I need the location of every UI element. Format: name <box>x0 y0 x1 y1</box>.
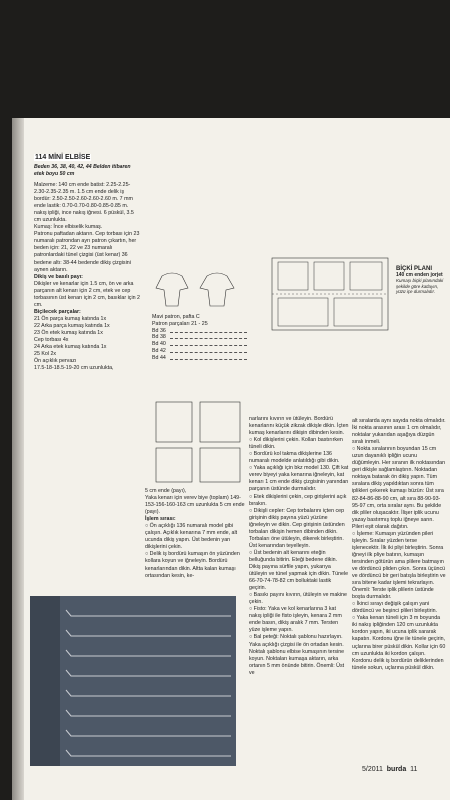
paragraph: Malzeme: 140 cm ende batist: 2.25-2.25-2.30-2.35-2.35 m. 1.5 cm ende delik iş bordür: 2.50-2.50-2.60-2.60-2.60 m. 7 mm ende lastik: 0.70-0.70-0.80-0.85-0.85 m. nakış ipliği, ince nakış iğnesi. 6 püskül, 3.5 cm uzunlukta. <box>34 182 134 224</box>
paragraph: ○ Delik iş bordürü kumaşın ön yüzünden kollara koyun ve iğneleyin. Bordürü kenarlarından dikin. Altta kalan kumaşı ortasından kesin, ke- <box>145 551 240 579</box>
brand-name: burda <box>386 766 407 773</box>
paragraph: 23 Ön etek kumaş katında 1x <box>34 329 103 336</box>
page-spine <box>12 118 24 800</box>
article-subtitle: Beden 36, 38, 40, 42, 44 Belden itibaren etek boyu 50 cm <box>34 164 131 177</box>
size-line: Bd 44 <box>152 355 247 362</box>
cutting-plan-subtitle: 140 cm enden jorjet <box>396 272 443 278</box>
paragraph: 22 Arka parça kumaş katında 1x <box>34 322 110 329</box>
paragraph: ○ Fisto: Yaka ve kol kenarlarına 3 kat nakış ipliği ile fisto işleyin, kenara 2 mm ende basın, dikiş aralık 7 mm. Tersten yüze işleme yapın. <box>249 606 342 634</box>
paragraph: 5 cm ende (payı), <box>145 488 187 494</box>
paragraph: ○ Etek dikişlerini çekin, cep girişlerini açık bırakın. <box>249 493 347 507</box>
paragraph: 24 Arka etek kumaş katında 1x <box>34 344 107 351</box>
column-4 <box>352 418 446 790</box>
column-3 <box>249 416 349 800</box>
size-line: Bd 38 <box>152 334 247 341</box>
cutting-plan-title: BİÇKİ PLANI <box>396 266 432 272</box>
paragraph: ○ Nokta sıralarının boyundan 15 cm uzun dayanıklı ipliğin ucunu düğümleyin. Her sıranın ilk noktasından geri dikişle sağlamlaştırın. Noktadan noktaya batarak ön dikiş yapın. Tüm sıralara dikiş yapıldıktan sonra tüm iplikleri çekerek kumaşı büzün: Üst sıra 82-84-86-88-90 cm, alt sıra 88-90-93-95-97 cm, orta sıralar aynı. Bu şekilde dik pliler oluşacaktır. İlişer iplik ucunu yazay bastırmış toplu iğneye sarın. Pileri eşit olarak dağıtın. <box>352 446 446 530</box>
pattern-label: Mavi patron, pafta C <box>152 314 200 320</box>
paragraph: Dikiş ve basılı payı: <box>34 273 83 280</box>
smocking-row <box>66 750 231 756</box>
cutting-plan-note: Kumaşı biçki planındaki şekilde göre katlayın, yüzü içe durmalıdır. <box>396 278 444 294</box>
paragraph: ○ Ön açıklığı 136 numaralı model gibi çalışın. Açıklık kenarına 7 mm ende, alt ucunda dikiş yapın. Üst bedenin yan dikişlerini çekin. <box>145 523 238 551</box>
paragraph: ○ Kol dikişlerini çekin. Kolları bastırırken tüneli dikin. <box>249 437 343 451</box>
cut-piece <box>278 262 308 290</box>
paragraph: Patronu paftadan aktarın. Cep torbası için 23 numaralı patrondan ayrı patron çıkartın, her beden için: 21, 22 ve 23 numaralı patronlardaki tünel çizgisi (üst kenar) 36 bedene altı: 38-44 bedende dikiş çizgisini aynen aktarın. <box>34 231 140 273</box>
paragraph: Ön açıklık pervazı <box>34 358 77 365</box>
pattern-piece <box>200 402 240 442</box>
paragraph: alt sıralarda aynı sayıda nokta olmalıdır. İki nokta arasının arası 1 cm olmalıdır, noktalar yukarıdan aşağıya düzgün sıralı inmeli. <box>352 418 446 446</box>
paragraph: Biçilecek parçalar: <box>34 308 81 315</box>
article-title: 114 MİNİ ELBİSE <box>35 154 91 161</box>
pattern-parts: Patron parçaları 21 - 25 <box>152 320 208 327</box>
cutting-plan-caption <box>396 266 446 295</box>
page-number: 11 <box>410 766 418 773</box>
pattern-piece <box>200 448 240 482</box>
smocking-stitch-pattern <box>30 596 236 766</box>
paragraph: ○ İşleme: Kumaşın yüzünden pileri işleyin. Sıralar yüzden terse işlenecektir. İlk iki pliyi birleştirin. Sonra iğneyi ilk pliye batırın, kumaşın tersinden götürün ama plilere batmayın ve dördüncü pliden çıkın. Sonra üçüncü ve dördüncü bir geri batışla birleştirin ve sıra bitene kadar işlemi tekrarlayın. Önemli: Terste iplik plilerin üstünde boşta durmalıdır. <box>352 530 446 601</box>
issue-date: 5/2011 <box>362 766 383 773</box>
garment-sketch <box>152 268 242 308</box>
cut-piece <box>314 262 344 290</box>
smocking-row <box>66 630 231 636</box>
smocking-row <box>66 690 231 696</box>
paragraph: ○ Yaka açıklığı için bkz model 130. Çift kat verev biyeyi yaka kenarına iğneleyin, kat kenarı 1 cm ende dikiş çizgisinin yanından parçanın üstünde durmalıdır. <box>249 465 349 493</box>
smocking-row <box>66 730 231 736</box>
size-line: Bd 40 <box>152 341 247 348</box>
smocking-row <box>66 610 231 616</box>
cut-piece <box>334 298 382 326</box>
paragraph: Yaka kenarı için verev biye (toplam) 149-153-156-160-163 cm uzunlukta 5 cm ende (payı). <box>145 495 245 516</box>
dress-front-sketch <box>156 273 188 306</box>
cut-piece <box>350 262 382 290</box>
dress-back-sketch <box>200 273 234 306</box>
paragraph: ○ Dikişli cepler: Cep torbalarını içten cep girişinin dikiş payına yüzü yüzüne iğneleyin ve dikin. Cep girişinin üstünden torbaları dikişin hemen dibinden dikin. Torbaları öne ütüleyin, dikerek birleştirin. Üst kenarından teyelleyin. <box>249 507 345 549</box>
paragraph: 17.5-18-18.5-19-20 cm uzunlukta, <box>34 365 114 372</box>
smocking-row <box>66 670 231 676</box>
paragraph: ○ Bordürü kol takma dikişlerine 136 numaralı modelde anlatıldığı gibi dikin. <box>249 451 340 465</box>
paragraph: 25 Kol 2x <box>34 351 57 358</box>
size-line: Bd 36 <box>152 328 247 335</box>
paragraph: ○ Yaka kenarı tüneli için 3 m boyunda iki nakış ipliğinden 120 cm uzunlukta kordon yapın, iki ucuna iplik sararak kapatın. Kordonu iğne ile tünele geçirin, uçlarına birer püskül dikin. Kollar için 60 cm uzunlukta iki kordon çalışın. Kordonu delik iş bordürün deliklerinden tünele sokun, uçlarına püskül dikin. <box>352 615 446 671</box>
smocking-photo <box>30 596 236 766</box>
smocking-row <box>66 650 231 656</box>
pattern-pieces-diagram <box>152 398 247 488</box>
cutting-layout-diagram <box>270 254 390 334</box>
smocking-row <box>66 710 231 716</box>
magazine-page <box>12 118 450 800</box>
paragraph: İşlem sırası: <box>145 516 176 523</box>
paragraph: ○ Basıkı payını kıvırın, ütüleyin ve makine çekin. <box>249 592 347 606</box>
paragraph: narlarını kıvırın ve ütüleyin. Bordürü kenarlarını küçük zikzak dikişle dikin. İçten kumaş kenarlarını dikişin dibinden kesin. <box>249 416 349 437</box>
paragraph: ○ Bal peteği: Noktalı şablonu hazırlayın. Yaka açıklığı çizgisi ile ön ortadan kesin. Noktalı şablonu elbise kumaşının tersine koyun. Noktaları kumaşa aktarın, arka ortanın 5 mm önünde bitirin. Önemli: Üst ve <box>249 634 345 676</box>
paragraph: Kumaş: İnce elbiselik kumaş. <box>34 224 103 231</box>
page-footer <box>362 766 417 773</box>
pattern-piece <box>156 448 192 482</box>
pattern-piece <box>156 402 192 442</box>
paragraph: ○ İkinci sırayı değişik çalışın yani dördüncü ve beşinci plileri birleştirin. <box>352 601 438 615</box>
cut-piece <box>278 298 328 326</box>
size-line: Bd 42 <box>152 348 247 355</box>
paragraph: Dikişler ve kenarlar için 1.5 cm, ön ve arka parçanın alt kenarı için 2 cm, etek ve cep torbasının üst kenarı için 2 cm, basıklar için 2 cm. <box>34 280 140 308</box>
paragraph: Cep torbası 4x <box>34 337 69 344</box>
paragraph: ○ Üst bedenin alt kenarını eteğin belluğunda bitirin. Eteği bedene dikin. Dikiş payına sürfile yapın, yukarıya ütüleyin ve tünel yapmak için dikin. Tünele 66-70-74-78-82 cm bolluktaki lastik geçirin. <box>249 549 349 592</box>
paragraph: 21 Ön parça kumaş katında 1x <box>34 315 107 322</box>
pattern-size-legend <box>152 314 247 400</box>
